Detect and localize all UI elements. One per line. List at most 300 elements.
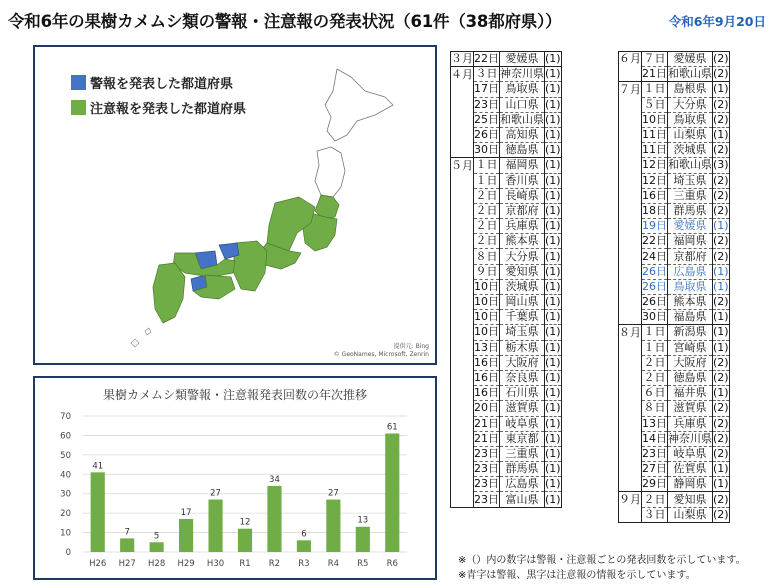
day-cell: ２日 <box>475 234 498 248</box>
count-cell: (1) <box>545 203 561 217</box>
prefecture-cell: 東京都 <box>500 431 545 446</box>
prefecture-cell: 宮崎県 <box>668 340 713 355</box>
table-row <box>619 112 730 127</box>
month-cell <box>451 188 474 203</box>
month-cell <box>619 143 642 158</box>
month-cell <box>619 340 642 355</box>
month-cell <box>451 370 474 385</box>
prefecture-cell: 大分県 <box>668 97 713 112</box>
count-cell: (1) <box>713 386 729 400</box>
x-tick-label: H27 <box>118 559 136 569</box>
prefecture-cell: 滋賀県 <box>668 401 713 416</box>
prefecture-cell: 奈良県 <box>500 370 545 385</box>
month-cell <box>451 82 474 97</box>
prefecture-cell: 三重県 <box>500 446 545 461</box>
prefecture-cell: 茨城県 <box>500 279 545 294</box>
map-credit-line1: 提供元: Bing <box>393 343 429 350</box>
table-row <box>451 249 562 264</box>
data-label: 41 <box>92 461 104 472</box>
prefecture-cell: 熊本県 <box>668 295 713 310</box>
legend-swatch-advisory <box>71 100 86 115</box>
prefecture-cell: 山口県 <box>500 97 545 112</box>
table-row <box>451 173 562 188</box>
y-tick-label: 70 <box>60 412 71 422</box>
day-cell: 23日 <box>474 462 499 476</box>
count-cell: (1) <box>545 462 561 476</box>
day-cell: 17日 <box>474 82 499 96</box>
day-cell: 12日 <box>642 158 667 172</box>
prefecture-cell: 大分県 <box>500 249 545 264</box>
data-label: 17 <box>180 507 192 518</box>
count-cell: (1) <box>713 128 729 142</box>
prefecture-cell: 鳥取県 <box>668 112 713 127</box>
count-cell: (1) <box>545 264 561 278</box>
count-cell: (1) <box>713 82 729 96</box>
count-cell: (1) <box>713 340 729 354</box>
prefecture-cell: 三重県 <box>668 188 713 203</box>
data-label: 6 <box>301 529 307 540</box>
day-cell: 21日 <box>474 431 499 445</box>
prefecture-cell: 福井県 <box>668 386 713 401</box>
prefecture-cell: 愛媛県 <box>668 52 713 67</box>
day-cell: 16日 <box>474 355 499 369</box>
table-row <box>451 325 562 340</box>
day-cell: １日 <box>475 158 498 172</box>
count-cell: (1) <box>545 340 561 354</box>
prefecture-cell: 愛知県 <box>668 492 713 507</box>
count-cell: (1) <box>545 279 561 293</box>
data-label: 7 <box>124 527 130 538</box>
count-cell: (1) <box>545 143 561 157</box>
month-cell <box>619 127 642 142</box>
month-cell <box>451 112 474 127</box>
bar <box>120 538 134 552</box>
map-credit-line2: © GeoNames, Microsoft, Zenrin <box>333 351 429 358</box>
prefecture-cell: 岐阜県 <box>668 446 713 461</box>
count-cell: (1) <box>545 158 561 172</box>
day-cell: 22日 <box>642 234 667 248</box>
bar <box>208 500 222 552</box>
prefecture-cell: 埼玉県 <box>668 173 713 188</box>
day-cell: 13日 <box>474 340 499 354</box>
day-cell: ３日 <box>475 67 498 81</box>
count-cell: (2) <box>713 52 729 66</box>
day-cell: 25日 <box>474 112 499 126</box>
month-cell <box>451 234 474 249</box>
table-row <box>451 264 562 279</box>
map-okinawa <box>131 339 139 347</box>
month-cell <box>619 462 642 477</box>
prefecture-cell: 山梨県 <box>668 127 713 142</box>
count-cell: (1) <box>545 431 561 445</box>
count-cell: (2) <box>713 401 729 415</box>
day-cell: 20日 <box>474 401 499 415</box>
month-cell: ８月 <box>619 325 641 339</box>
month-cell <box>619 67 642 82</box>
prefecture-cell: 石川県 <box>500 386 545 401</box>
month-cell: ３月 <box>451 52 473 66</box>
y-tick-label: 20 <box>60 509 71 520</box>
chart-panel <box>33 376 437 580</box>
prefecture-cell: 愛媛県 <box>668 219 713 234</box>
footnote-1: ※（）内の数字は警報・注意報ごとの発表回数を示しています。 <box>458 555 746 566</box>
prefecture-cell: 栃木県 <box>500 340 545 355</box>
prefecture-cell: 長崎県 <box>500 188 545 203</box>
day-cell: 10日 <box>474 295 499 309</box>
count-cell: (2) <box>713 507 729 521</box>
day-cell: 10日 <box>642 112 667 126</box>
count-cell: (1) <box>545 219 561 233</box>
prefecture-cell: 神奈川県 <box>500 67 544 81</box>
map-legend <box>71 73 246 123</box>
month-cell <box>451 97 474 112</box>
day-cell: １日 <box>643 82 666 96</box>
prefecture-cell: 京都府 <box>500 203 545 218</box>
count-cell: (1) <box>713 477 729 491</box>
prefecture-cell: 熊本県 <box>500 234 545 249</box>
prefecture-cell: 福岡県 <box>668 234 713 249</box>
prefecture-cell: 岐阜県 <box>500 416 545 431</box>
day-cell: 11日 <box>642 143 667 157</box>
prefecture-cell: 福島県 <box>668 310 713 325</box>
day-cell: ２日 <box>643 371 666 385</box>
data-label: 34 <box>269 474 280 485</box>
count-cell: (1) <box>545 386 561 400</box>
month-cell <box>451 431 474 446</box>
count-cell: (1) <box>713 279 729 293</box>
day-cell: 30日 <box>642 310 667 324</box>
prefecture-cell: 群馬県 <box>500 462 545 477</box>
count-cell: (2) <box>713 295 729 309</box>
day-cell: 22日 <box>474 52 499 66</box>
count-cell: (1) <box>713 310 729 324</box>
table-row <box>619 416 730 431</box>
x-tick-label: H28 <box>148 559 166 569</box>
day-cell: ２日 <box>475 203 498 217</box>
x-tick-label: R1 <box>239 559 251 569</box>
prefecture-cell: 広島県 <box>500 477 545 492</box>
announcement-table-left <box>450 51 562 508</box>
count-cell: (2) <box>713 492 729 506</box>
publish-date: 令和6年9月20日 <box>668 14 766 29</box>
prefecture-cell: 山梨県 <box>668 507 713 522</box>
table-row <box>451 188 562 203</box>
bar <box>356 527 370 552</box>
table-row <box>451 97 562 112</box>
table-row <box>619 370 730 385</box>
count-cell: (2) <box>713 173 729 187</box>
table-row <box>451 401 562 416</box>
table-row <box>451 462 562 477</box>
count-cell: (2) <box>713 67 729 81</box>
month-cell: ７月 <box>619 82 641 96</box>
day-cell: 30日 <box>474 143 499 157</box>
month-cell <box>619 234 642 249</box>
day-cell: 23日 <box>474 477 499 491</box>
prefecture-cell: 兵庫県 <box>668 416 713 431</box>
count-cell: (2) <box>713 188 729 202</box>
month-cell <box>619 355 642 370</box>
day-cell: 26日 <box>642 295 667 309</box>
table-row <box>619 431 730 446</box>
month-cell <box>619 386 642 401</box>
x-tick-label: R3 <box>298 559 310 569</box>
month-cell <box>619 188 642 203</box>
table-row <box>451 158 562 173</box>
table-row <box>619 158 730 173</box>
map-islands <box>145 328 151 335</box>
prefecture-cell: 高知県 <box>500 127 545 142</box>
prefecture-cell: 神奈川県 <box>668 431 712 445</box>
prefecture-cell: 徳島県 <box>500 143 545 158</box>
legend-label-warning: 警報を発表した都道府県 <box>90 77 234 92</box>
count-cell: (2) <box>713 97 729 111</box>
day-cell: ８日 <box>643 401 666 415</box>
bar <box>91 472 105 552</box>
table-row <box>619 295 730 310</box>
bar <box>326 500 340 552</box>
table-row <box>619 82 730 97</box>
count-cell: (1) <box>545 234 561 248</box>
month-cell <box>451 462 474 477</box>
day-cell: 16日 <box>474 386 499 400</box>
x-tick-label: H29 <box>177 559 195 569</box>
map-hokkaido <box>325 69 393 141</box>
count-cell: (1) <box>545 477 561 491</box>
count-cell: (1) <box>545 249 561 263</box>
month-cell <box>451 173 474 188</box>
day-cell: 12日 <box>642 173 667 187</box>
table-row <box>619 325 730 340</box>
day-cell: １日 <box>475 173 498 187</box>
month-cell <box>451 325 474 340</box>
prefecture-cell: 埼玉県 <box>500 325 545 340</box>
page-title: 令和6年の果樹カメムシ類の警報・注意報の発表状況（61件（38都府県）） <box>8 12 562 31</box>
table-row <box>451 340 562 355</box>
month-cell <box>619 477 642 492</box>
prefecture-cell: 滋賀県 <box>500 401 545 416</box>
footnotes <box>458 553 746 583</box>
data-label: 61 <box>386 422 398 433</box>
month-cell <box>451 446 474 461</box>
month-cell <box>451 416 474 431</box>
legend-item-warning <box>71 73 246 92</box>
legend-swatch-warning <box>71 75 86 90</box>
count-cell: (1) <box>545 371 561 385</box>
table-row <box>451 355 562 370</box>
table-row <box>451 295 562 310</box>
table-row <box>451 112 562 127</box>
map-panel <box>33 45 437 365</box>
x-tick-label: R4 <box>327 559 340 569</box>
prefecture-cell: 和歌山県 <box>668 67 712 81</box>
month-cell <box>451 386 474 401</box>
day-cell: 26日 <box>642 264 667 278</box>
prefecture-cell: 香川県 <box>500 173 545 188</box>
table-row <box>619 173 730 188</box>
table-row <box>451 370 562 385</box>
prefecture-cell: 愛媛県 <box>500 52 545 67</box>
bar <box>385 433 399 552</box>
table-row <box>451 279 562 294</box>
day-cell: 21日 <box>642 67 667 81</box>
month-cell <box>619 173 642 188</box>
count-cell: (2) <box>713 431 729 445</box>
table-row <box>451 446 562 461</box>
month-cell <box>619 112 642 127</box>
month-cell <box>619 249 642 264</box>
month-cell <box>619 158 642 173</box>
table-row <box>619 143 730 158</box>
bar <box>267 486 281 552</box>
table-row <box>451 203 562 218</box>
month-cell: ９月 <box>619 492 641 506</box>
day-cell: 13日 <box>642 416 667 430</box>
month-cell <box>451 355 474 370</box>
month-cell <box>619 446 642 461</box>
x-tick-label: R2 <box>268 559 281 569</box>
month-cell <box>619 431 642 446</box>
prefecture-cell: 和歌山県 <box>500 112 544 126</box>
day-cell: ２日 <box>475 219 498 233</box>
month-cell <box>619 416 642 431</box>
x-tick-label: R5 <box>357 559 369 569</box>
month-cell: ６月 <box>619 52 641 66</box>
bar <box>150 542 164 552</box>
count-cell: (2) <box>713 249 729 263</box>
table-row <box>619 264 730 279</box>
day-cell: 23日 <box>642 446 667 460</box>
day-cell: 10日 <box>474 279 499 293</box>
count-cell: (2) <box>713 143 729 157</box>
table-row <box>451 82 562 97</box>
map-credit <box>334 343 429 359</box>
count-cell: (1) <box>545 401 561 415</box>
prefecture-cell: 島根県 <box>668 82 713 97</box>
table-row <box>451 67 562 82</box>
table-row <box>451 219 562 234</box>
day-cell: １日 <box>643 325 666 339</box>
day-cell: 23日 <box>474 97 499 111</box>
day-cell: 24日 <box>642 249 667 263</box>
day-cell: 10日 <box>474 325 499 339</box>
month-cell <box>451 203 474 218</box>
count-cell: (1) <box>713 264 729 278</box>
table-row <box>619 401 730 416</box>
month-cell <box>451 477 474 492</box>
data-label: 5 <box>153 531 160 542</box>
day-cell: 21日 <box>474 416 499 430</box>
prefecture-cell: 愛知県 <box>500 264 545 279</box>
data-label: 12 <box>239 517 251 528</box>
day-cell: 26日 <box>642 279 667 293</box>
table-row <box>619 340 730 355</box>
month-cell <box>451 295 474 310</box>
data-label: 27 <box>327 488 339 499</box>
month-cell <box>619 295 642 310</box>
day-cell: ８日 <box>475 249 498 263</box>
table-row <box>619 219 730 234</box>
legend-label-advisory: 注意報を発表した都道府県 <box>90 102 247 117</box>
month-cell <box>451 219 474 234</box>
prefecture-cell: 広島県 <box>668 264 713 279</box>
table-row <box>619 249 730 264</box>
table-row <box>619 355 730 370</box>
count-cell: (2) <box>713 234 729 248</box>
map-kyushu <box>153 263 185 323</box>
x-tick-label: R6 <box>386 559 398 569</box>
count-cell: (2) <box>713 371 729 385</box>
table-row <box>451 143 562 158</box>
count-cell: (2) <box>713 416 729 430</box>
table-row <box>619 127 730 142</box>
month-cell <box>451 264 474 279</box>
table-row <box>619 67 730 82</box>
y-tick-label: 0 <box>65 548 71 558</box>
month-cell <box>451 310 474 325</box>
count-cell: (1) <box>545 112 561 126</box>
month-cell <box>619 264 642 279</box>
count-cell: (1) <box>545 492 561 506</box>
count-cell: (2) <box>713 203 729 217</box>
month-cell <box>619 401 642 416</box>
count-cell: (1) <box>545 188 561 202</box>
month-cell <box>619 370 642 385</box>
prefecture-cell: 群馬県 <box>668 203 713 218</box>
prefecture-cell: 岡山県 <box>500 295 545 310</box>
month-cell <box>619 219 642 234</box>
day-cell: ２日 <box>643 492 666 506</box>
bar-chart <box>35 378 435 578</box>
day-cell: ７日 <box>643 52 666 66</box>
count-cell: (3) <box>713 158 729 172</box>
month-cell <box>619 279 642 294</box>
y-tick-label: 50 <box>60 450 71 461</box>
prefecture-cell: 福岡県 <box>500 158 545 173</box>
y-tick-label: 10 <box>60 528 71 539</box>
month-cell: ４月 <box>451 67 473 81</box>
table-row <box>619 188 730 203</box>
prefecture-cell: 鳥取県 <box>500 82 545 97</box>
prefecture-cell: 京都府 <box>668 249 713 264</box>
table-row <box>619 462 730 477</box>
count-cell: (1) <box>545 128 561 142</box>
day-cell: ６日 <box>643 386 666 400</box>
month-cell <box>451 143 474 158</box>
count-cell: (1) <box>713 462 729 476</box>
table-row <box>451 310 562 325</box>
day-cell: 29日 <box>642 477 667 491</box>
table-row <box>619 234 730 249</box>
table-row <box>451 127 562 142</box>
count-cell: (2) <box>713 355 729 369</box>
table-row <box>451 431 562 446</box>
table-row <box>619 310 730 325</box>
bar <box>238 529 252 552</box>
month-cell <box>451 279 474 294</box>
table-row <box>451 477 562 492</box>
day-cell: 10日 <box>474 310 499 324</box>
prefecture-cell: 徳島県 <box>668 370 713 385</box>
month-cell <box>619 310 642 325</box>
prefecture-cell: 兵庫県 <box>500 219 545 234</box>
x-tick-label: H30 <box>206 559 225 569</box>
prefecture-cell: 佐賀県 <box>668 462 713 477</box>
count-cell: (1) <box>545 173 561 187</box>
count-cell: (1) <box>545 97 561 111</box>
month-cell <box>619 203 642 218</box>
table-row <box>451 386 562 401</box>
